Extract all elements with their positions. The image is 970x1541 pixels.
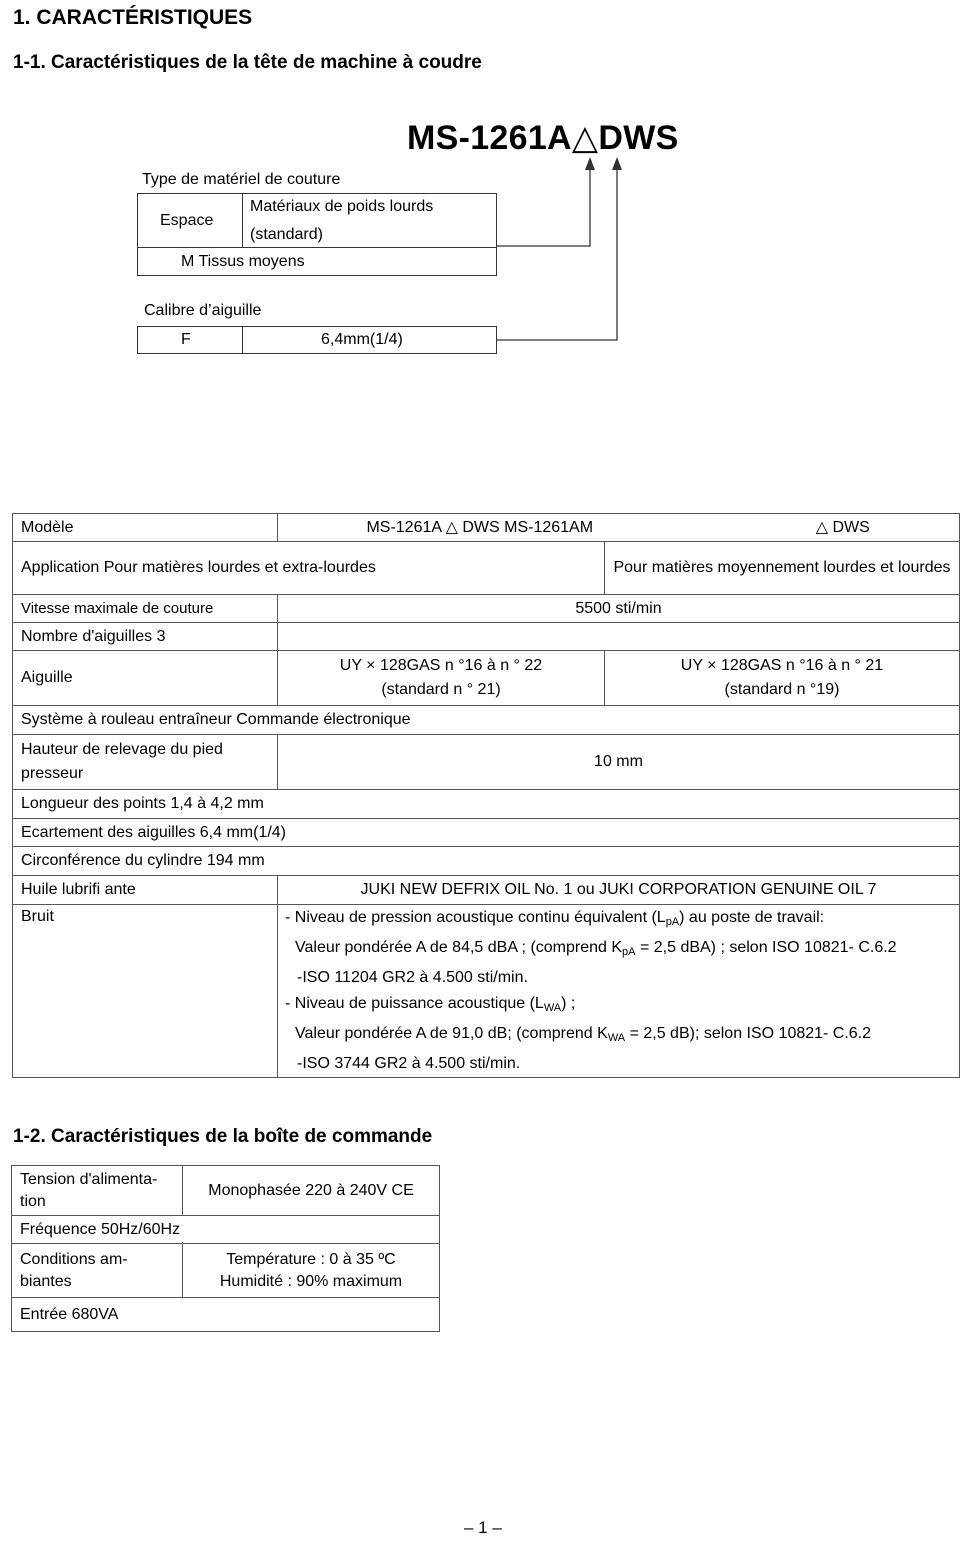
control-value-env: Température : 0 à 35 ºC Humidité : 90% maximum	[183, 1244, 440, 1298]
spec-label-cylinder: Circonférence du cylindre 194 mm	[13, 847, 960, 876]
table-row	[13, 706, 960, 735]
material-desc-standard: (standard)	[250, 226, 323, 243]
table-row	[13, 905, 960, 1078]
table-row	[13, 514, 960, 542]
table-row	[12, 1216, 440, 1244]
page-number: – 1 –	[464, 1518, 502, 1537]
spec-value-speed: 5500 sti/min	[278, 595, 960, 623]
material-row-medium: M Tissus moyens	[181, 253, 305, 270]
spec-value-noise: - Niveau de pression acoustique continu équivalent $(L_{pA})$ au poste de travail: Valeur pondérée A de 84,5 dBA ; (comprend $K_{pA} = 2,5$ dBA) ; selon ISO 10821- C.6.2 -ISO 11204 GR2 à 4.500 sti/min. - Niveau de puissance acoustique $(L_{WA})$ ; Valeur pondérée A de 91,0 dB; (comprend $K_{WA} = 2,5$ dB); selon ISO 10821- C.6.2 -ISO 3744 GR2 à 4.500 sti/min.	[278, 905, 960, 1078]
spec-value-model-a: MS-1261A △ DWS MS-1261AM	[278, 514, 605, 542]
control-label-voltage: Tension d'alimenta- tion	[12, 1166, 183, 1216]
table-row	[13, 623, 960, 651]
spec-value-oil: JUKI NEW DEFRIX OIL No. 1 ou JUKI CORPORATION GENUINE OIL 7	[278, 876, 960, 905]
triangle-icon: △	[571, 119, 599, 157]
table-row	[13, 819, 960, 847]
subsection-title-control: 1-2. Caractéristiques de la boîte de commande	[13, 1126, 433, 1147]
table-row	[12, 1166, 440, 1216]
control-box-table	[11, 1165, 440, 1332]
spec-label-noise: Bruit	[13, 905, 278, 1078]
material-desc-heavy: Matériaux de poids lourds	[250, 198, 434, 215]
table-row	[13, 790, 960, 819]
needle-gauge-code: F	[181, 331, 191, 348]
spec-label-model: Modèle	[13, 514, 278, 542]
table-row	[13, 876, 960, 905]
spec-label-gauge: Ecartement des aiguilles 6,4 mm(1/4)	[13, 819, 960, 847]
spec-value-lift: 10 mm	[278, 735, 960, 790]
subsection-title-head: 1-1. Caractéristiques de la tête de machine à coudre	[13, 52, 482, 73]
material-code-space: Espace	[160, 212, 214, 229]
table-row	[13, 847, 960, 876]
spec-label-speed: Vitesse maximale de couture	[13, 595, 278, 623]
table-row	[13, 595, 960, 623]
spec-label-oil: Huile lubrifi ante	[13, 876, 278, 905]
control-label-input: Entrée 680VA	[12, 1298, 440, 1332]
needle-gauge-value: 6,4mm(1/4)	[321, 331, 403, 348]
needle-gauge-label: Calibre d’aiguille	[144, 302, 262, 319]
material-type-label: Type de matériel de couture	[142, 171, 341, 188]
table-row	[12, 1244, 440, 1298]
spec-label-feed: Système à rouleau entraîneur Commande électronique	[13, 706, 960, 735]
control-label-env: Conditions am- biantes	[12, 1244, 183, 1298]
control-label-frequency: Fréquence 50Hz/60Hz	[12, 1216, 440, 1244]
control-value-voltage: Monophasée 220 à 240V CE	[183, 1166, 440, 1216]
spec-label-application: Application Pour matières lourdes et extra-lourdes	[13, 542, 605, 595]
table-row	[13, 651, 960, 706]
table-row	[12, 1298, 440, 1332]
table-row	[13, 735, 960, 790]
spec-label-needle: Aiguille	[13, 651, 278, 706]
section-title: 1. CARACTÉRISTIQUES	[13, 6, 253, 29]
spec-value-model-b: △ DWS	[605, 514, 960, 542]
spec-value-needle-a: UY × 128GAS n °16 à n ° 22 (standard n ° 21)	[278, 651, 605, 706]
spec-label-lift: Hauteur de relevage du pied presseur	[13, 735, 278, 790]
model-code-title: MS-1261A△DWS	[407, 119, 679, 157]
needle-gauge-table	[137, 326, 497, 354]
spec-value-application-b: Pour matières moyennement lourdes et lourdes	[605, 542, 960, 595]
spec-value-needle-b: UY × 128GAS n °16 à n ° 21 (standard n °19)	[605, 651, 960, 706]
table-row	[13, 542, 960, 595]
machine-spec-table	[12, 513, 960, 1078]
spec-label-stitch: Longueur des points 1,4 à 4,2 mm	[13, 790, 960, 819]
spec-label-needles: Nombre d'aiguilles 3	[13, 623, 278, 651]
